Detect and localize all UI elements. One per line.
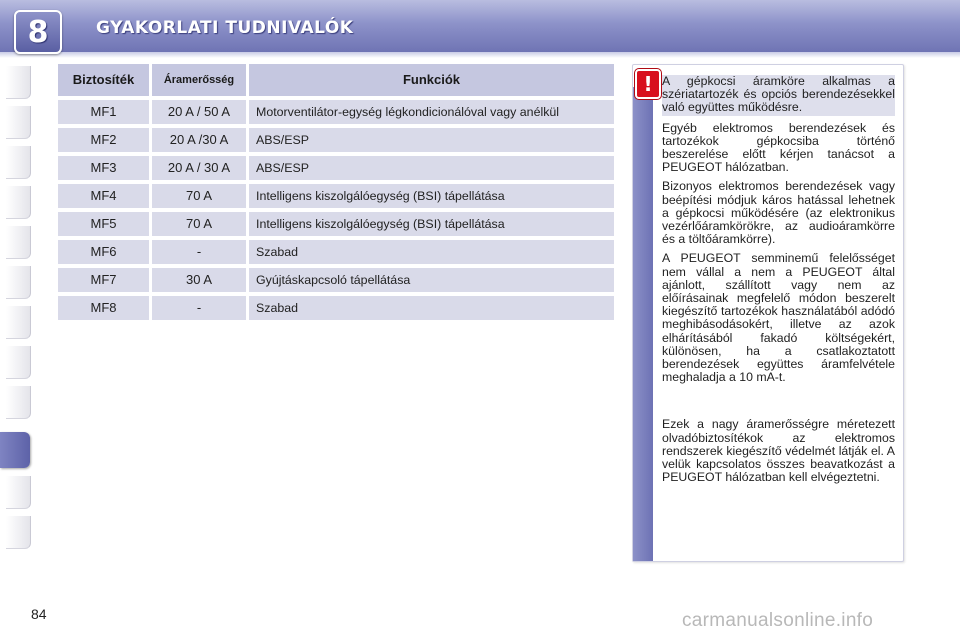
fuse-cell: MF3 bbox=[58, 156, 149, 180]
fuse-cell: MF6 bbox=[58, 240, 149, 264]
amperage-cell: 70 A bbox=[152, 212, 246, 236]
fuse-table bbox=[58, 64, 614, 324]
function-cell: Intelligens kiszolgálóegység (BSI) tápellátása bbox=[249, 184, 614, 208]
watermark: carmanualsonline.info bbox=[682, 610, 874, 631]
amperage-cell: 20 A /30 A bbox=[152, 128, 246, 152]
chapter-number-badge: 8 bbox=[14, 10, 62, 54]
chapter-tab-strip bbox=[0, 66, 32, 576]
chapter-tab-2[interactable] bbox=[6, 106, 31, 139]
function-cell: ABS/ESP bbox=[249, 156, 614, 180]
chapter-tab-9[interactable] bbox=[6, 386, 31, 419]
table-row bbox=[58, 240, 614, 264]
warning-paragraph: Bizonyos elektromos berendezések vagy beépítési módjuk káros hatással lehetnek a gépkocsi működésére (az elektronikus vezérlőáramkörökre, az audioáramkörre és a töltőáramkörre). bbox=[662, 179, 895, 247]
column-header-function: Funkciók bbox=[249, 64, 614, 96]
warning-paragraph: Ezek a nagy áramerősségre méretezett olvadóbiztosítékok az elektromos rendszerek kiegészítő védelmét látják el. A velük kapcsolatos összes beavatkozást a PEUGEOT hálózatban kell elvégeztetni. bbox=[662, 417, 895, 485]
amperage-cell: 70 A bbox=[152, 184, 246, 208]
column-header-amperage: Áramerősség bbox=[152, 64, 246, 96]
chapter-tab-6[interactable] bbox=[6, 266, 31, 299]
chapter-tab-1[interactable] bbox=[6, 66, 31, 99]
warning-panel bbox=[632, 64, 904, 562]
fuse-cell: MF2 bbox=[58, 128, 149, 152]
chapter-tab-active[interactable] bbox=[0, 432, 30, 468]
column-header-fuse: Biztosíték bbox=[58, 64, 149, 96]
chapter-tab-12[interactable] bbox=[6, 516, 31, 549]
amperage-cell: - bbox=[152, 240, 246, 264]
table-row bbox=[58, 100, 614, 124]
table-row bbox=[58, 212, 614, 236]
amperage-cell: 30 A bbox=[152, 268, 246, 292]
exclamation-icon: ! bbox=[635, 69, 661, 99]
warning-text bbox=[662, 75, 895, 490]
page-number: 84 bbox=[31, 606, 47, 622]
table-row bbox=[58, 184, 614, 208]
fuse-cell: MF4 bbox=[58, 184, 149, 208]
chapter-tab-3[interactable] bbox=[6, 146, 31, 179]
table-header-row bbox=[58, 64, 614, 96]
amperage-cell: 20 A / 30 A bbox=[152, 156, 246, 180]
amperage-cell: - bbox=[152, 296, 246, 320]
table-row bbox=[58, 268, 614, 292]
chapter-tab-7[interactable] bbox=[6, 306, 31, 339]
fuse-cell: MF1 bbox=[58, 100, 149, 124]
fuse-cell: MF8 bbox=[58, 296, 149, 320]
page-title: GYAKORLATI TUDNIVALÓK bbox=[96, 18, 354, 38]
table-row bbox=[58, 128, 614, 152]
chapter-tab-5[interactable] bbox=[6, 226, 31, 259]
warning-paragraph: A gépkocsi áramköre alkalmas a szériatartozék és opciós berendezésekkel való együttes működésre. bbox=[662, 74, 895, 115]
fuse-cell: MF7 bbox=[58, 268, 149, 292]
fuse-cell: MF5 bbox=[58, 212, 149, 236]
chapter-tab-11[interactable] bbox=[6, 476, 31, 509]
warning-paragraph: A PEUGEOT semminemű felelősséget nem vállal a nem a PEUGEOT által ajánlott, szállított vagy nem az előírásainak megfelelő módon beszerelt kiegészítő tartozékok használatából adódó meghibásodásokért, illetve az azok elhárításából fakadó költségekért, különösen, ha a csatlakoztatott berendezések együttes áramfelvétele meghaladja a 10 mA-t. bbox=[662, 251, 895, 385]
warning-paragraph: Egyéb elektromos berendezések és tartozékok gépkocsiba történő beszerelése előtt kérjen tanácsot a PEUGEOT hálózatban. bbox=[662, 120, 895, 175]
function-cell: Gyújtáskapcsoló tápellátása bbox=[249, 268, 614, 292]
chapter-tab-4[interactable] bbox=[6, 186, 31, 219]
function-cell: ABS/ESP bbox=[249, 128, 614, 152]
table-row bbox=[58, 156, 614, 180]
chapter-tab-8[interactable] bbox=[6, 346, 31, 379]
function-cell: Szabad bbox=[249, 296, 614, 320]
warning-stripe bbox=[633, 87, 653, 561]
amperage-cell: 20 A / 50 A bbox=[152, 100, 246, 124]
function-cell: Szabad bbox=[249, 240, 614, 264]
header-shadow bbox=[0, 52, 960, 58]
function-cell: Intelligens kiszolgálóegység (BSI) tápellátása bbox=[249, 212, 614, 236]
function-cell: Motorventilátor-egység légkondicionálóval vagy anélkül bbox=[249, 100, 614, 124]
table-row bbox=[58, 296, 614, 320]
